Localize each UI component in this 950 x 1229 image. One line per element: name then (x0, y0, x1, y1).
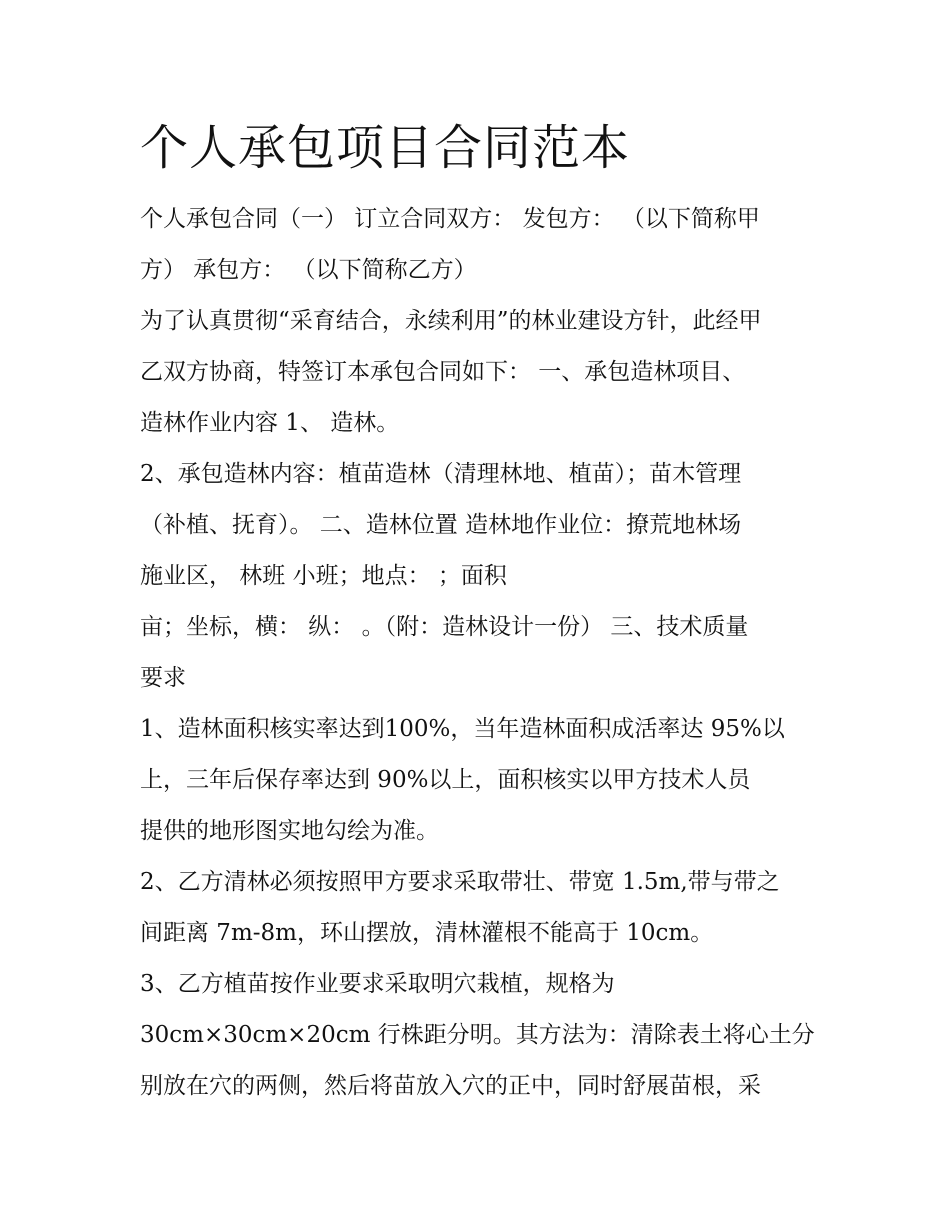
text-line: 提供的地形图实地勾绘为准。 (140, 818, 439, 844)
text-line: 造林作业内容 1、 造林。 (140, 410, 400, 436)
text-line: 个人承包合同（一） 订立合同双方： 发包方： （以下简称甲 (140, 206, 760, 232)
text-line: 方） 承包方： （以下简称乙方） (140, 257, 477, 283)
text-line: 为了认真贯彻“采育结合，永续利用”的林业建设方针，此经甲 (140, 308, 762, 334)
text-line: 施业区， 林班 小班；地点： ；面积 (140, 563, 507, 589)
text-line: 要求 (140, 665, 186, 691)
text-line: 间距离 7m-8m，环山摆放，清林灌根不能高于 10cm。 (140, 920, 714, 946)
text-line: 3、乙方植苗按作业要求采取明穴栽植，规格为 (140, 971, 615, 997)
text-line: （补植、抚育）。 二、造林位置 造林地作业位：撩荒地林场 (140, 512, 742, 538)
text-line: 乙双方协商，特签订本承包合同如下： 一、承包造林项目、 (140, 359, 746, 385)
document-title: 个人承包项目合同范本 (140, 120, 631, 176)
text-line: 2、承包造林内容：植苗造林（清理林地、植苗）；苗木管理 (140, 461, 742, 487)
text-line: 30cm×30cm×20cm 行株距分明。其方法为：清除表土将心土分 (140, 1022, 815, 1048)
text-line: 1、造林面积核实率达到100%，当年造林面积成活率达 95%以 (140, 716, 785, 742)
text-line: 别放在穴的两侧，然后将苗放入穴的正中，同时舒展苗根，采 (140, 1073, 761, 1099)
text-line: 上，三年后保存率达到 90%以上，面积核实以甲方技术人员 (140, 767, 751, 793)
text-line: 2、乙方清林必须按照甲方要求采取带壮、带宽 1.5m,带与带之 (140, 869, 780, 895)
text-line: 亩；坐标，横： 纵： 。（附：造林设计一份） 三、技术质量 (140, 614, 749, 640)
